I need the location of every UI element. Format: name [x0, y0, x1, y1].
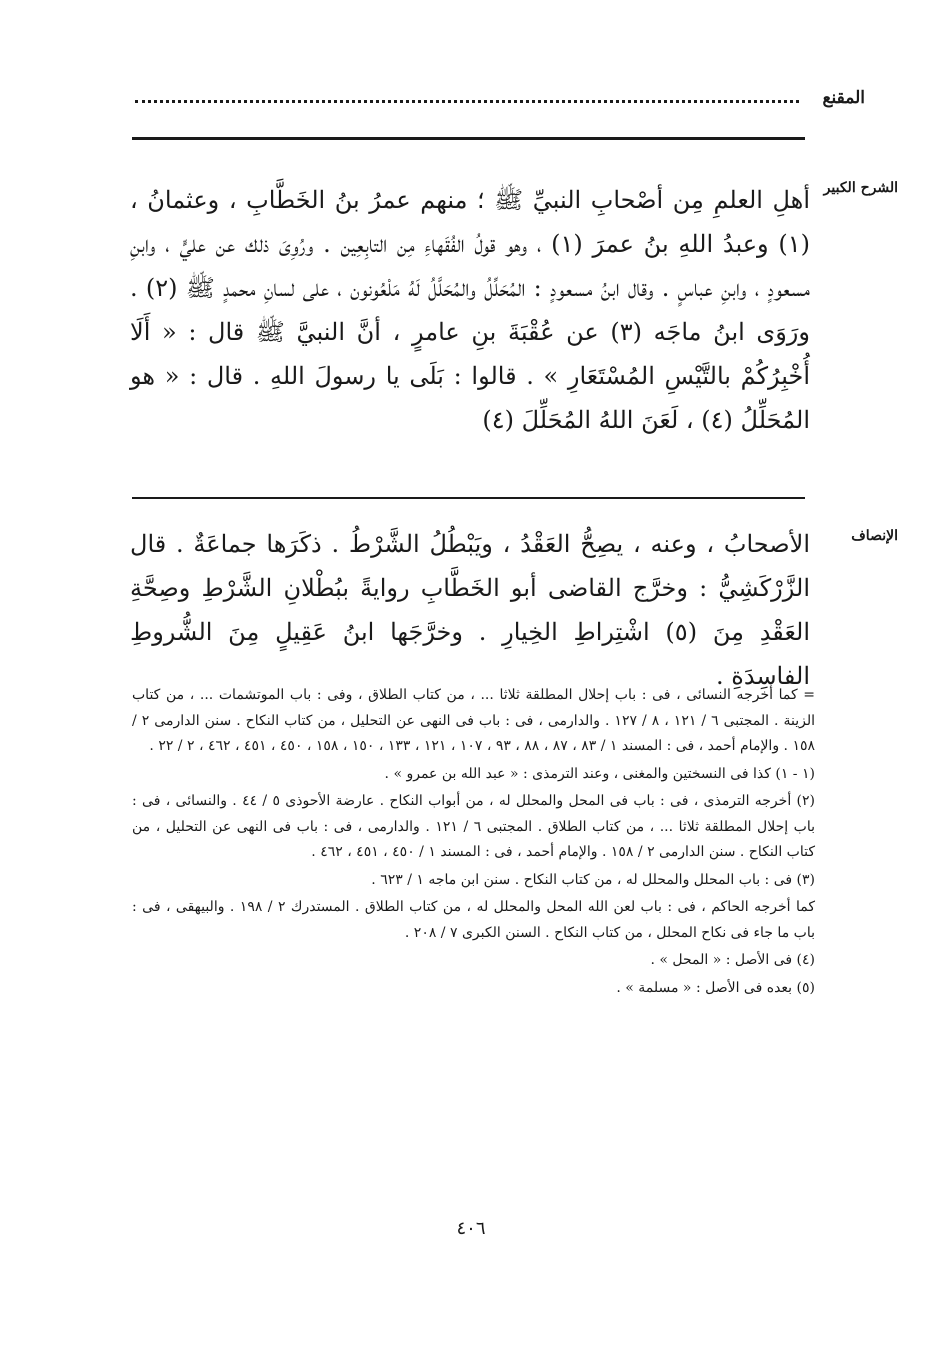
insaf-section-label: الإنصاف — [851, 528, 898, 544]
insaf-paragraph: الأصحابُ ، وعنه ، يصِحُّ العَقْدُ ، ويَبْطُلُ الشَّرْطُ . ذكَرَها جماعَةٌ . قال الزَّرْكَشِيُّ : وخرَّج القاضى أبو الخَطَّابِ روايةً ببُطْلانِ الشَّرْطِ وصِحَّةِ العَقْدِ مِنَ (٥) اشْتِراطِ الخِيارِ . وخرَّجَها ابنُ عَقِيلٍ مِنَ الشُّروطِ الفاسِدَةِ . — [130, 530, 811, 690]
sharh-paragraph: أهلِ العلمِ مِن أصْحابِ النبيِّ ﷺ ؛ منهم عمرُ بنُ الخَطَّابِ ، وعثمانُ ، (١) وعبدُ اللهِ بنُ عمرَ (١) ، وهو قولُ الفُقَهاءِ مِن التابِعِين . ورُوِىَ ذلك عن عليٍّ ، وابنِ مسعودٍ ، وابنِ عباسٍ . وقال ابنُ مسعودٍ : المُحَلِّلُ والمُحَلَّلُ لَهُ مَلْعُونون ، على لسانِ محمدٍ ﷺ (٢) . ورَوَى ابنُ ماجَه (٣) عن عُقْبَةَ بنِ عامرٍ ، أنَّ النبيَّ ﷺ قال : « أَلَا أُخْبِرُكُمْ بالتَّيْسِ المُسْتَعَارِ » . قالوا : بَلَى يا رسولَ اللهِ . قال : « هو المُحَلِّلُ (٤) ، لَعَنَ اللهُ المُحَلِّلَ (٤) — [130, 186, 811, 434]
sharh-section-label: الشرح الكبير — [823, 180, 898, 196]
footnote-4: (٤) فى الأصل : « المحل » . — [650, 952, 815, 968]
page-number: ٤٠٦ — [456, 1218, 486, 1239]
dotted-leader — [135, 100, 799, 103]
section-divider — [132, 497, 805, 499]
header-rule — [132, 137, 805, 140]
footnote-2: (٢) أخرجه الترمذى ، فى : باب فى المحل والمحلل له ، من أبواب النكاح . عارضة الأحوذى ٥ / ٤٤ . والنسائى ، فى : باب إحلال المطلقة ثلاثا ... ، من كتاب الطلاق . المجتبى ٦ / ١٢١ . والدارمى ، فى : باب فى النهى عن التحليل ، من كتاب النكاح . سنن الدارمى ٢ / ١٥٨ . والإمام أحمد ، فى : المسند ١ / ٤٥٠ ، ٤٥١ ، ٤٦٢ . — [132, 793, 815, 860]
footnote-continuation: = كما أخرجه النسائى ، فى : باب إحلال المطلقة ثلاثا ... ، من كتاب الطلاق ، وفى : باب الموتشمات ... ، من كتاب الزينة . المجتبى ٦ / ١٢١ ، ٨ / ١٢٧ . والدارمى ، فى : باب فى النهى عن التحليل ، من كتاب النكاح . سنن الدارمى ٢ / ١٥٨ . والإمام أحمد ، فى : المسند ١ / ٨٣ ، ٨٧ ، ٨٨ ، ٩٣ ، ١٠٧ ، ١٢١ ، ١٣٣ ، ١٥٠ ، ١٥٨ ، ٤٥٠ ، ٤٥١ ، ٤٦٢ ، ٢ / ٢٢ . — [132, 687, 816, 754]
footnote-5: (٥) بعده فى الأصل : « مسلمة » . — [616, 979, 815, 996]
footnote-3-extra: كما أخرجه الحاكم ، فى : باب لعن الله المحل والمحلل له ، من كتاب الطلاق . المستدرك ٢ / ١٩٨ . والبيهقى ، فى : باب ما جاء فى نكاح المحلل ، من كتاب النكاح . السنن الكبرى ٧ / ٢٠٨ . — [132, 899, 815, 941]
sharh-section — [130, 178, 810, 442]
sharh-text — [130, 178, 810, 442]
footnote-3: (٣) فى : باب المحلل والمحلل له ، من كتاب النكاح . سنن ابن ماجه ١ / ٦٢٣ . — [371, 871, 815, 888]
footnote-1: (١ - ١) كذا فى النسختين والمغنى ، وعند الترمذى : « عبد الله بن عمرو » . — [384, 765, 815, 782]
insaf-text — [130, 522, 810, 698]
insaf-section — [130, 522, 810, 698]
footnotes — [132, 683, 815, 1003]
running-head-title: المقنع — [822, 88, 865, 108]
running-header — [135, 88, 865, 118]
